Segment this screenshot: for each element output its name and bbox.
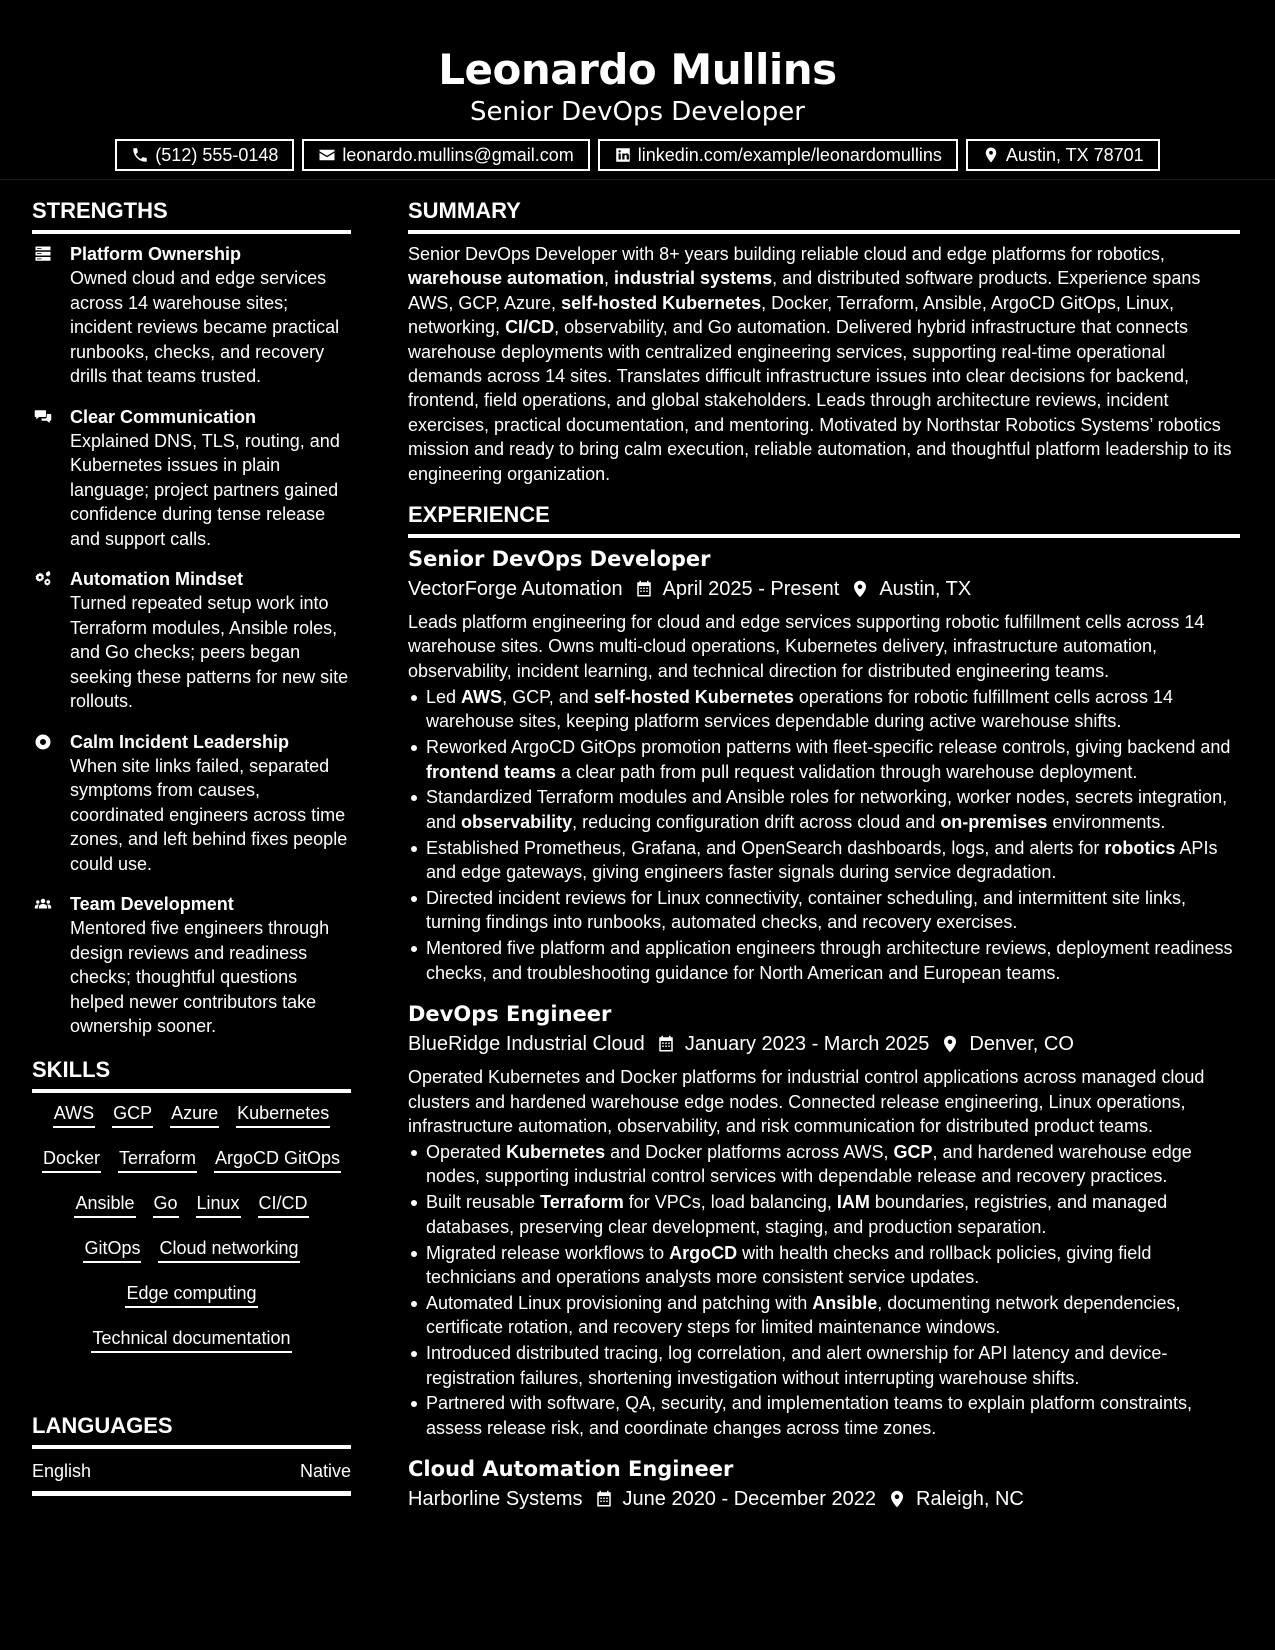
bold-keyword: AWS bbox=[461, 686, 503, 707]
calendar-icon bbox=[657, 1034, 675, 1054]
text-run: Migrated release workflows to bbox=[426, 1242, 670, 1263]
bold-keyword: frontend teams bbox=[426, 761, 557, 782]
email-contact[interactable] bbox=[302, 139, 589, 171]
strengths-list bbox=[32, 242, 351, 1039]
job-dates: April 2025 - Present bbox=[662, 578, 840, 601]
job-bullet bbox=[408, 1341, 1240, 1390]
candidate-name: Leonardo Mullins bbox=[438, 45, 837, 94]
skill-tag: GCP bbox=[112, 1101, 153, 1128]
phone-icon bbox=[131, 146, 149, 164]
job-bullet bbox=[408, 886, 1240, 935]
text-run: , and hardened warehouse edge nodes, supporting industrial control services with dependable release and recovery practices. bbox=[426, 1141, 1192, 1187]
map-marker-icon bbox=[982, 146, 1000, 164]
skill-row bbox=[32, 1236, 351, 1281]
text-run: , GCP, and bbox=[502, 686, 594, 707]
skills-list bbox=[32, 1101, 351, 1371]
job-title: Cloud Automation Engineer bbox=[408, 1457, 734, 1482]
bold-keyword: Kubernetes bbox=[506, 1141, 606, 1162]
skill-tag: Ansible bbox=[74, 1191, 135, 1218]
strength-item bbox=[32, 567, 351, 714]
contact-bar bbox=[0, 139, 1275, 171]
strength-item bbox=[32, 730, 351, 877]
job-entry bbox=[408, 1454, 1240, 1514]
text-run: , and distributed software products. Experience spans AWS, GCP, Azure, bbox=[408, 268, 1201, 313]
skills-heading: SKILLS bbox=[32, 1055, 351, 1093]
job-dates: January 2023 - March 2025 bbox=[684, 1033, 930, 1056]
job-bullet bbox=[408, 1241, 1240, 1290]
text-run: a clear path from pull request validation through warehouse deployment. bbox=[556, 761, 1138, 782]
text-run: , bbox=[604, 268, 615, 289]
job-bullet bbox=[408, 1190, 1240, 1239]
experience-heading: EXPERIENCE bbox=[408, 500, 1240, 538]
skill-row bbox=[32, 1281, 351, 1326]
skill-tag: Docker bbox=[42, 1146, 101, 1173]
strength-title: Platform Ownership bbox=[70, 244, 242, 264]
job-bullet bbox=[408, 936, 1240, 985]
skill-tag: Terraform bbox=[118, 1146, 197, 1173]
life-ring-icon bbox=[32, 733, 54, 751]
map-marker-icon bbox=[888, 1489, 906, 1509]
map-marker-icon bbox=[851, 579, 869, 599]
text-run: Standardized Terraform modules and Ansible roles for networking, worker nodes, secrets integration, and bbox=[426, 787, 1228, 832]
skill-tag: Kubernetes bbox=[236, 1101, 330, 1128]
job-bullet bbox=[408, 1291, 1240, 1340]
strength-title: Clear Communication bbox=[70, 406, 257, 427]
server-stack-icon bbox=[32, 245, 54, 263]
languages-list bbox=[32, 1449, 351, 1496]
language-level: Native bbox=[299, 1460, 351, 1481]
bold-keyword: IAM bbox=[836, 1192, 870, 1213]
bold-keyword: Ansible bbox=[812, 1292, 878, 1313]
text-run: with health checks and rollback policies, giving field technicians and operations analysts more consistent service updates. bbox=[426, 1242, 1152, 1287]
bold-keyword: industrial systems bbox=[614, 268, 773, 289]
language-name: English bbox=[32, 1460, 92, 1481]
strength-text: Explained DNS, TLS, routing, and Kubernetes issues in plain language; project partners gained confidence during tense release and support calls. bbox=[70, 430, 340, 549]
text-run: Built reusable bbox=[426, 1192, 541, 1213]
job-bullets bbox=[408, 685, 1240, 985]
strengths-heading: STRENGTHS bbox=[32, 196, 351, 234]
linkedin-icon bbox=[614, 146, 632, 164]
text-run: Automated Linux provisioning and patching with bbox=[426, 1292, 813, 1313]
left-column bbox=[32, 196, 351, 1496]
calendar-icon bbox=[595, 1489, 613, 1509]
job-bullet bbox=[408, 1140, 1240, 1189]
text-run: Reworked ArgoCD GitOps promotion patterns with fleet-specific release controls, giving backend and bbox=[426, 737, 1231, 758]
text-run: Mentored five platform and application engineers through architecture reviews, deployment readiness checks, and troubleshooting guidance for North American and European teams. bbox=[426, 938, 1233, 983]
skill-tag: Technical documentation bbox=[91, 1326, 291, 1353]
job-location: Denver, CO bbox=[969, 1033, 1074, 1056]
experience-list bbox=[408, 544, 1240, 1514]
job-entry bbox=[408, 999, 1240, 1440]
job-company: VectorForge Automation bbox=[408, 578, 623, 601]
job-bullet bbox=[408, 836, 1240, 885]
phone-contact[interactable] bbox=[115, 139, 294, 171]
bold-keyword: Terraform bbox=[540, 1192, 624, 1213]
skill-tag: Edge computing bbox=[125, 1281, 257, 1308]
job-meta bbox=[408, 574, 1240, 604]
job-bullet bbox=[408, 1391, 1240, 1440]
envelope-icon bbox=[318, 146, 336, 164]
phone-text: (512) 555-0148 bbox=[155, 144, 279, 165]
skill-tag: Azure bbox=[170, 1101, 219, 1128]
summary-text bbox=[408, 242, 1240, 486]
skill-tag: GitOps bbox=[83, 1236, 141, 1263]
skill-row bbox=[32, 1191, 351, 1236]
bold-keyword: robotics bbox=[1104, 837, 1176, 858]
skill-tag: AWS bbox=[53, 1101, 95, 1128]
users-icon bbox=[32, 895, 54, 913]
text-run: , Docker, Terraform, Ansible, ArgoCD GitOps, Linux, networking, bbox=[408, 292, 1174, 338]
comments-icon bbox=[32, 408, 54, 426]
skill-tag: ArgoCD GitOps bbox=[214, 1146, 341, 1173]
linkedin-contact[interactable] bbox=[598, 139, 958, 171]
gears-icon bbox=[32, 570, 54, 588]
email-text: leonardo.mullins@gmail.com bbox=[342, 144, 574, 165]
candidate-title: Senior DevOps Developer bbox=[470, 97, 805, 127]
text-run: Directed incident reviews for Linux connectivity, container scheduling, and intermittent site links, turning findings into runbooks, automated checks, and recovery exercises. bbox=[426, 888, 1187, 933]
job-meta bbox=[408, 1029, 1240, 1059]
calendar-icon bbox=[635, 579, 653, 599]
skill-tag: Linux bbox=[196, 1191, 241, 1218]
right-column bbox=[408, 196, 1240, 1520]
skill-tag: CI/CD bbox=[258, 1191, 309, 1218]
text-run: Led bbox=[426, 686, 462, 707]
text-run: environments. bbox=[1047, 811, 1166, 832]
text-run: Partnered with software, QA, security, and implementation teams to explain platform constraints, assess release risk, and coordinate changes across time zones. bbox=[426, 1393, 1193, 1438]
bold-keyword: on-premises bbox=[940, 811, 1048, 832]
strength-text: Mentored five engineers through design reviews and readiness checks; thoughtful questions helped newer contributors take ownership sooner. bbox=[70, 918, 330, 1036]
text-run: Established Prometheus, Grafana, and OpenSearch dashboards, logs, and alerts for bbox=[426, 837, 1105, 858]
linkedin-text: linkedin.com/example/leonardomullins bbox=[637, 144, 942, 165]
bold-keyword: self-hosted Kubernetes bbox=[593, 686, 794, 707]
bold-keyword: self-hosted Kubernetes bbox=[561, 292, 762, 313]
job-company: BlueRidge Industrial Cloud bbox=[408, 1033, 645, 1056]
bold-keyword: GCP bbox=[893, 1141, 933, 1162]
job-bullet bbox=[408, 735, 1240, 784]
strength-title: Calm Incident Leadership bbox=[70, 731, 290, 752]
text-run: APIs and edge gateways, giving engineers faster signals during service degradation. bbox=[426, 837, 1218, 883]
job-description: Leads platform engineering for cloud and edge services supporting robotic fulfillment cells across 14 warehouse sites. Owns multi-cloud operations, Kubernetes delivery, infrastructure automation, observability, incident learning, and technical direction for distributed engineering teams. bbox=[408, 612, 1205, 681]
job-bullets bbox=[408, 1140, 1240, 1440]
languages-heading: LANGUAGES bbox=[32, 1411, 351, 1449]
skill-row bbox=[32, 1146, 351, 1191]
job-title: Senior DevOps Developer bbox=[408, 547, 711, 572]
skill-tag: Cloud networking bbox=[158, 1236, 299, 1263]
text-run: boundaries, registries, and managed databases, preserving clear development, staging, and production separation. bbox=[426, 1192, 1168, 1237]
language-row bbox=[32, 1449, 351, 1496]
strength-text: Turned repeated setup work into Terraform modules, Ansible roles, and Go checks; peers began seeking these patterns for new site rollouts. bbox=[70, 593, 349, 711]
strength-text: Owned cloud and edge services across 14 warehouse sites; incident reviews became practical runbooks, checks, and recovery drills that teams trusted. bbox=[70, 268, 340, 386]
summary-heading: SUMMARY bbox=[408, 196, 1240, 234]
job-location: Austin, TX bbox=[879, 578, 972, 601]
strength-item bbox=[32, 892, 351, 1039]
skill-row bbox=[32, 1101, 351, 1146]
job-description: Operated Kubernetes and Docker platforms for industrial control applications across managed cloud clusters and hardened warehouse edge nodes. Connected release engineering, Linux operations, infrastructure automation, observability, and risk communication for distributed product teams. bbox=[408, 1067, 1205, 1136]
text-run: for VPCs, load balancing, bbox=[623, 1192, 837, 1213]
bold-keyword: ArgoCD bbox=[669, 1242, 738, 1263]
location-text: Austin, TX 78701 bbox=[1005, 144, 1144, 165]
text-run: , observability, and Go automation. Delivered hybrid infrastructure that connects warehouse deployments with centralized engineering services, supporting real-time operational demands across 14 sites. Translates difficult infrastructure issues into clear decisions for backend, frontend, field operations, and global stakeholders. Leads through architecture reviews, incident exercises, practical documentation, and mentoring. Motivated by Northstar Robotics Systems’ robotics mission and ready to bring calm execution, reliable automation, and thoughtful platform leadership to its engineering organization. bbox=[408, 317, 1232, 484]
job-meta bbox=[408, 1484, 1240, 1514]
job-bullet bbox=[408, 685, 1240, 734]
location-contact[interactable] bbox=[966, 139, 1160, 171]
bold-keyword: warehouse automation bbox=[408, 268, 605, 289]
bold-keyword: CI/CD bbox=[505, 317, 555, 338]
map-marker-icon bbox=[941, 1034, 959, 1054]
strength-text: When site links failed, separated symptoms from causes, coordinated engineers across time zones, and left behind fixes people could use. bbox=[70, 755, 348, 874]
text-run: , reducing configuration drift across cloud and bbox=[572, 811, 941, 832]
skill-row bbox=[32, 1326, 351, 1371]
strength-title: Team Development bbox=[70, 894, 234, 914]
bold-keyword: observability bbox=[461, 811, 573, 832]
text-run: and Docker platforms across AWS, bbox=[605, 1141, 894, 1162]
job-bullet bbox=[408, 785, 1240, 834]
strength-item bbox=[32, 242, 351, 389]
job-company: Harborline Systems bbox=[408, 1488, 583, 1511]
strength-item bbox=[32, 405, 351, 552]
text-run: Senior DevOps Developer with 8+ years building reliable cloud and edge platforms for robotics, bbox=[408, 244, 1165, 264]
text-run: operations for robotic fulfillment cells across 14 warehouse sites, keeping platform services dependable during active warehouse shifts. bbox=[426, 686, 1174, 732]
job-location: Raleigh, NC bbox=[916, 1488, 1024, 1511]
skill-tag: Go bbox=[153, 1191, 179, 1218]
text-run: Introduced distributed tracing, log correlation, and alert ownership for API latency and device-registration failures, shortening investigation without interrupting warehouse shifts. bbox=[426, 1343, 1168, 1388]
job-entry bbox=[408, 544, 1240, 985]
strength-title: Automation Mindset bbox=[70, 569, 243, 589]
text-run: Operated bbox=[426, 1141, 507, 1162]
job-title: DevOps Engineer bbox=[408, 1002, 612, 1027]
resume-header bbox=[0, 0, 1275, 180]
job-dates: June 2020 - December 2022 bbox=[622, 1488, 877, 1511]
text-run: , documenting network dependencies, certificate rotation, and recovery steps for limited maintenance windows. bbox=[426, 1292, 1181, 1338]
